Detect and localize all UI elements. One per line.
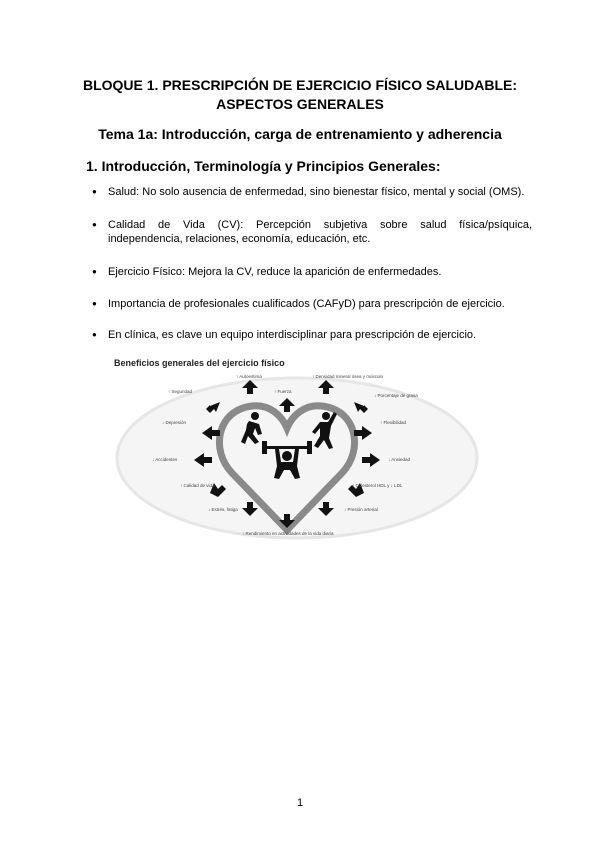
benefit-label: ↑ Densidad mineral ósea y músculo: [312, 374, 384, 379]
benefit-label: ↓ Depresión: [162, 420, 187, 425]
page-number: 1: [296, 797, 304, 809]
benefit-label: ↓ Estrés, fatiga: [208, 507, 238, 512]
benefits-diagram: [112, 358, 490, 544]
list-item: ● Salud: No solo ausencia de enfermedad, sino bienestar físico, mental y social (OMS).: [92, 185, 532, 199]
benefit-label: ↓ Presión arterial: [344, 507, 378, 512]
list-item: ● En clínica, es clave un equipo interdisciplinar para prescripción de ejercicio.: [92, 328, 532, 342]
benefit-label: ↑ Autoestima: [236, 374, 262, 379]
list-item: ● Calidad de Vida (CV): Percepción subjetiva sobre salud física/psíquica, independencia, relaciones, economía, educación, etc.: [92, 218, 532, 246]
section-heading: 1. Introducción, Terminología y Principios Generales:: [86, 158, 441, 174]
figure-title: Beneficios generales del ejercicio físico: [114, 358, 285, 368]
benefit-label: ↑ Colesterol HDL y ↓ LDL: [352, 483, 403, 488]
benefit-label: ↓ Accidentes: [152, 457, 178, 462]
bullet-list: [92, 183, 532, 342]
list-item: ● Importancia de profesionales cualificados (CAFyD) para prescripción de ejercicio.: [92, 297, 532, 311]
benefit-label: ↑ Rendimiento en actividades de la vida diaria: [242, 531, 334, 536]
block-title-line1: BLOQUE 1. PRESCRIPCIÓN DE EJERCICIO FÍSICO SALUDABLE:: [82, 77, 518, 93]
block-title-line2: ASPECTOS GENERALES: [216, 96, 384, 112]
benefits-figure: [112, 358, 490, 544]
benefit-label: ↑ Flexibilidad: [380, 420, 407, 425]
benefit-label: ↓ Porcentaje de grasa: [374, 393, 418, 398]
list-item: ● Ejercicio Físico: Mejora la CV, reduce la aparición de enfermedades.: [92, 265, 532, 279]
topic-subtitle: Tema 1a: Introducción, carga de entrenamiento y adherencia: [98, 126, 502, 142]
benefit-label: ↑ Calidad de vida: [180, 483, 215, 488]
benefit-label: ↑ Seguridad: [168, 389, 193, 394]
benefit-label: ↑ Fuerza: [274, 389, 292, 394]
benefit-label: ↓ Ansiedad: [388, 457, 411, 462]
